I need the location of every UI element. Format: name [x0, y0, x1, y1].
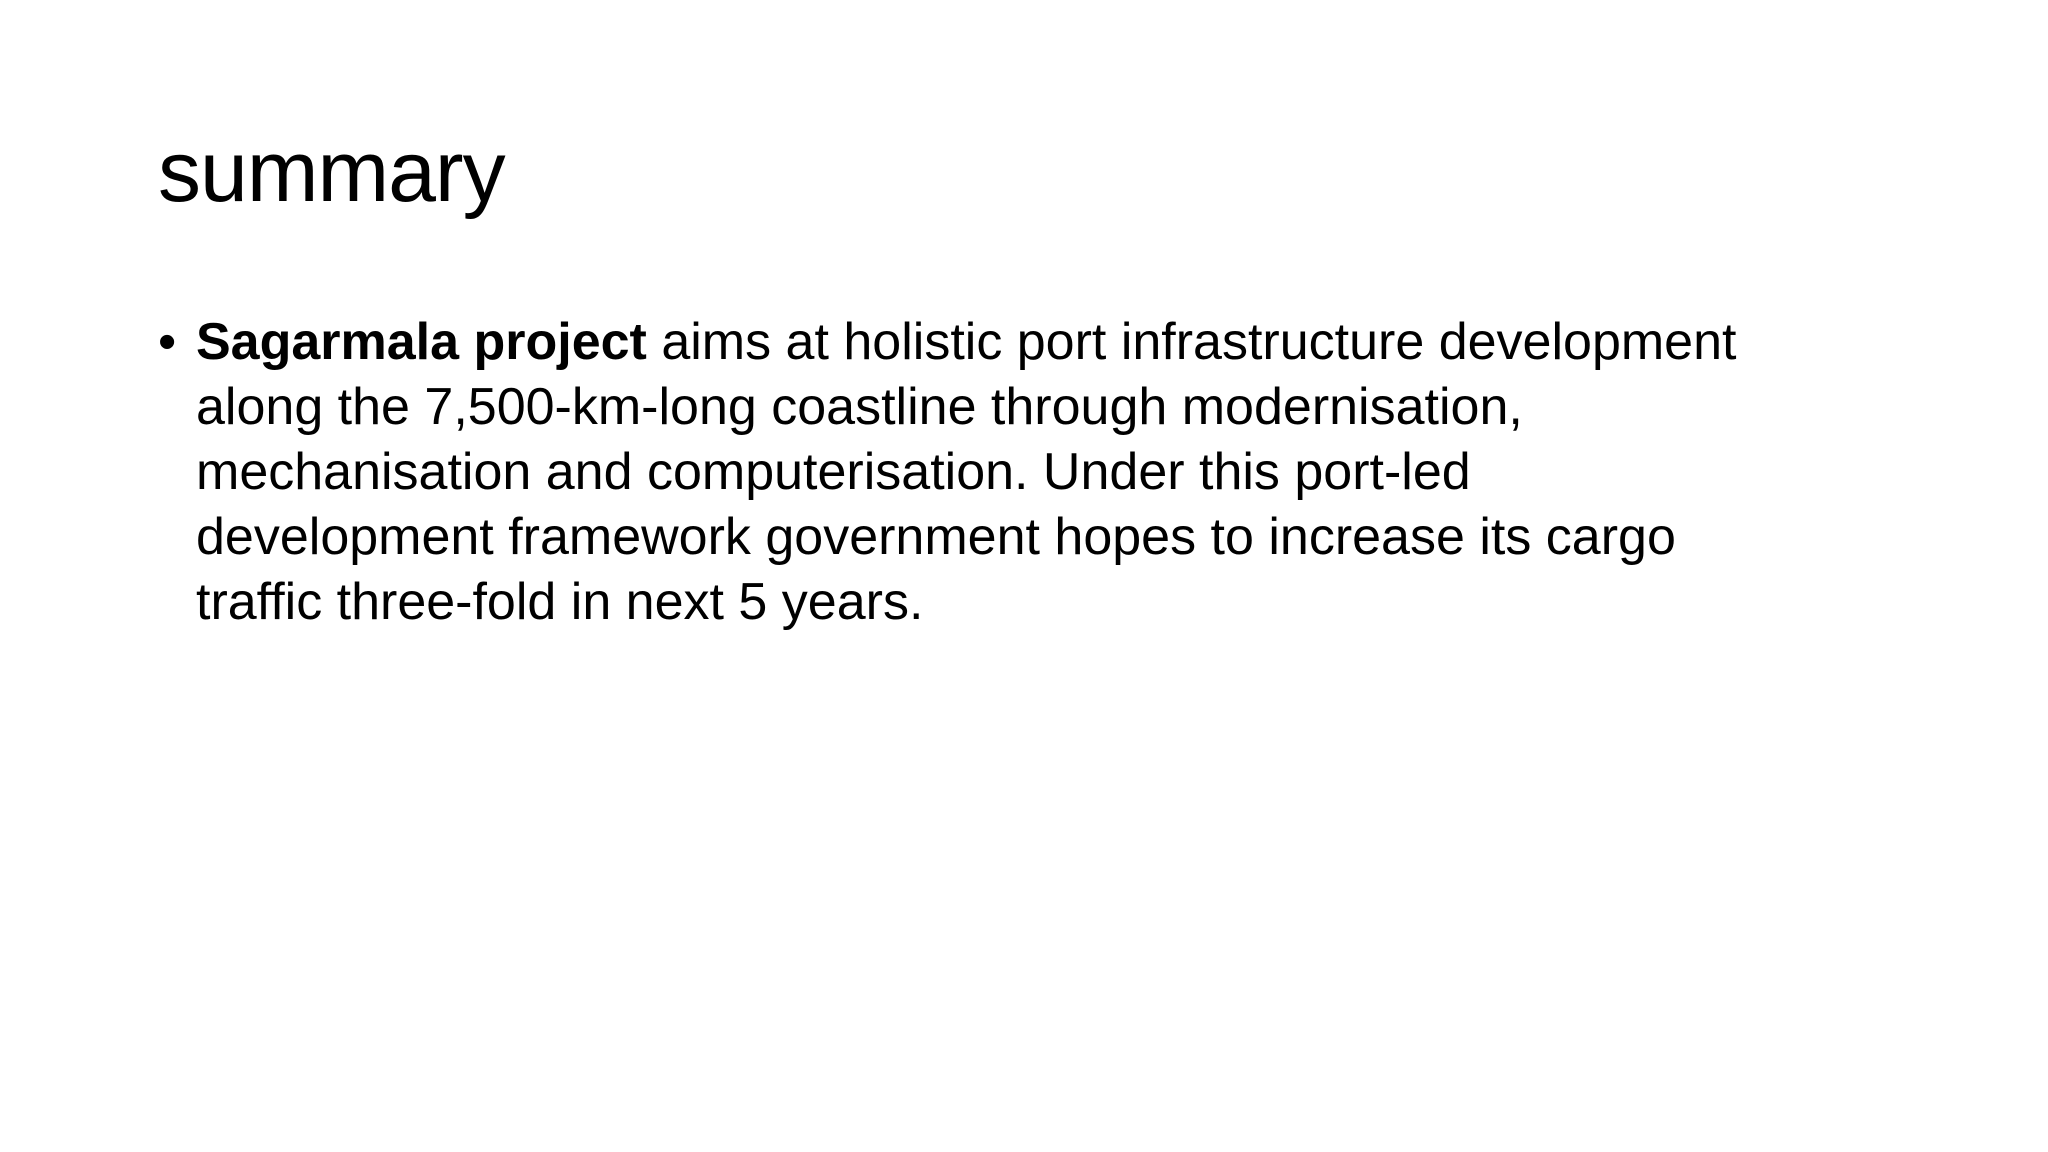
bullet-line-2: along the 7,500-km-long coastline through modernisation,	[196, 378, 1523, 436]
bullet-list	[158, 310, 1878, 635]
bullet-line-1	[196, 310, 1878, 375]
bullet-line-3: mechanisation and computerisation. Under this port-led	[196, 443, 1471, 501]
bold-term: Sagarmala project	[196, 313, 647, 371]
bullet-line-4: development framework government hopes to increase its cargo	[196, 508, 1676, 566]
bullet-line-5: traffic three-fold in next 5 years.	[196, 573, 924, 631]
slide-title: summary	[158, 124, 505, 220]
bullet-item	[158, 310, 1878, 635]
first-line-text: aims at holistic port infrastructure development	[646, 313, 1737, 371]
bullet-marker: •	[158, 313, 177, 371]
